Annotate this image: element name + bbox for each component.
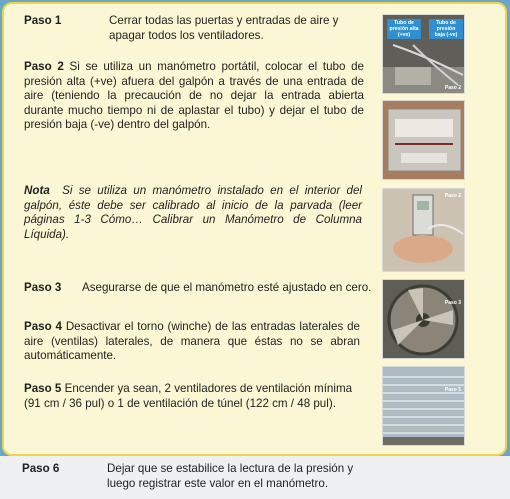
step-text: Dejar que se estabilice la lectura de la presión y luego registrar este valor en el manómetro. xyxy=(107,462,354,490)
photo-tag: Paso 2 xyxy=(444,85,461,91)
photo-tag: Paso 2 xyxy=(444,193,461,199)
bottom-area xyxy=(0,456,510,499)
step-label: Paso 6 xyxy=(22,462,60,475)
step-6 xyxy=(22,462,382,490)
step-label: Paso 5 xyxy=(24,382,62,395)
step-label: Paso 3 xyxy=(24,281,62,294)
photo-shutters xyxy=(382,366,465,446)
handheld-illustration xyxy=(383,189,465,272)
note-text: Si se utiliza un manómetro instalado en el interior del galpón, éste debe ser calibrado al inicio de la parvada (leer páginas 1-3 Cómo… Calibrar un Manómetro de Columna Líquida). xyxy=(24,184,362,241)
fan-illustration xyxy=(383,280,465,359)
step-label: Paso 2 xyxy=(24,60,64,73)
step-label: Paso 1 xyxy=(24,14,62,27)
step-5 xyxy=(24,382,360,411)
step-text: Cerrar todas las puertas y entradas de aire y apagar todos los ventiladores. xyxy=(109,14,339,42)
shutters-illustration xyxy=(383,367,465,446)
photo-manometer xyxy=(382,100,465,180)
photo-tag: Paso 3 xyxy=(444,300,461,306)
photo-tag: Paso 5 xyxy=(444,387,461,393)
note xyxy=(24,184,362,242)
step-label: Paso 4 xyxy=(24,320,62,333)
step-text: Encender ya sean, 2 ventiladores de ventilación mínima (91 cm / 36 pul) o 1 de ventilación de túnel (122 cm / 48 pul). xyxy=(24,382,353,410)
step-2 xyxy=(24,60,364,133)
step-1 xyxy=(24,14,374,42)
step-4 xyxy=(24,320,360,364)
instruction-panel xyxy=(2,2,507,456)
step-text: Si se utiliza un manómetro portátil, colocar el tubo de presión alta (+ve) afuera del galpón a través de una entrada de aire (teniendo la precaución de no dejar la entrada abierta durante mucho tiempo ni de aplastar el tubo) y dejar el tubo de presión baja (-ve) dentro del galpón. xyxy=(24,60,364,132)
tube-low-label: Tubo de presión baja (-ve) xyxy=(429,19,463,39)
step-text: Desactivar el torno (winche) de las entradas laterales de aire (ventilas) laterales, de manera que éstas no se abran automáticamente. xyxy=(24,320,360,363)
note-label: Nota xyxy=(24,184,50,197)
tube-high-label: Tubo de presión alta (+ve) xyxy=(387,19,421,39)
photo-handheld-manometer xyxy=(382,188,465,272)
step-3 xyxy=(24,281,374,296)
photo-fan xyxy=(382,279,465,359)
step-text: Asegurarse de que el manómetro esté ajustado en cero. xyxy=(82,281,372,294)
photo-pressure-tubes xyxy=(382,14,465,94)
manometer-illustration xyxy=(383,101,465,180)
